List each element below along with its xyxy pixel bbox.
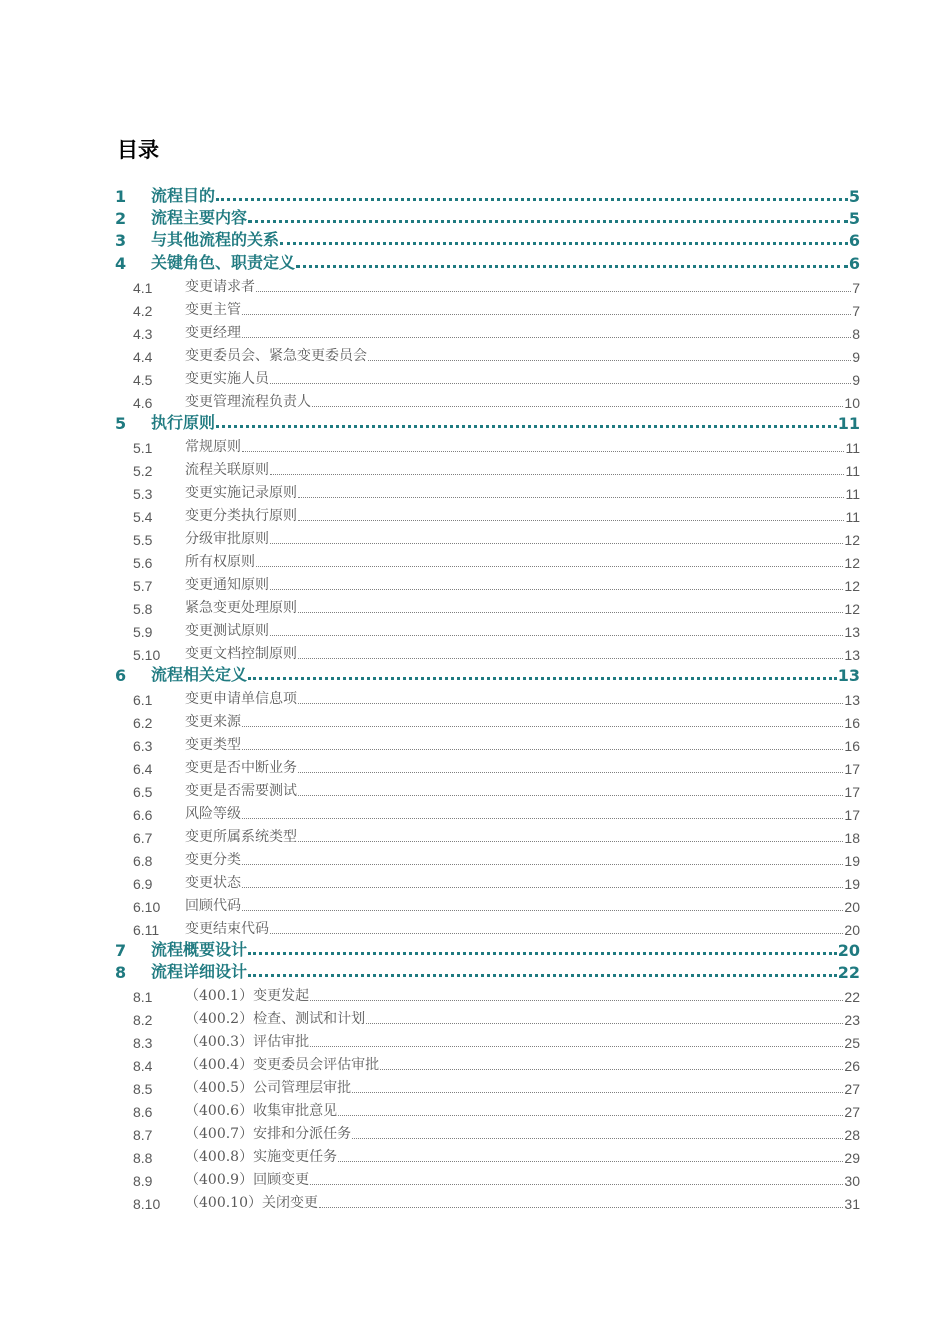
- toc-entry-level2[interactable]: [0, 1120, 950, 1143]
- toc-page-number: 28: [844, 1127, 860, 1144]
- toc-entry-level2[interactable]: [0, 685, 950, 708]
- toc-dot-leader: [352, 1092, 843, 1093]
- toc-entry-level2[interactable]: [0, 800, 950, 823]
- toc-entry-level2[interactable]: [0, 1143, 950, 1166]
- toc-page-number: 20: [844, 921, 860, 938]
- toc-page-number: 27: [844, 1081, 860, 1098]
- toc-entry-level2[interactable]: [0, 982, 950, 1005]
- toc-entry-number: 6.11: [133, 921, 160, 938]
- toc-entry-label: 变更通知原则: [185, 576, 269, 593]
- toc-dot-leader: [270, 383, 851, 384]
- toc-entry-number: 5.5: [133, 531, 153, 548]
- toc-dot-leader: [270, 635, 843, 636]
- toc-dot-leader: [242, 864, 843, 865]
- toc-page-number: 18: [844, 829, 860, 846]
- toc-entry-label: 执行原则: [151, 412, 216, 432]
- toc-page-number: 11: [837, 413, 860, 433]
- toc-entry-level2[interactable]: [0, 548, 950, 571]
- toc-entry-number: 5.9: [133, 623, 153, 640]
- toc-dot-leader: [296, 265, 848, 268]
- toc-entry-level2[interactable]: [0, 433, 950, 456]
- toc-dot-leader: [338, 1161, 843, 1162]
- toc-page-number: 11: [845, 485, 860, 502]
- toc-entry-number: 8.1: [133, 989, 153, 1006]
- toc-page-number: 13: [844, 646, 860, 663]
- toc-entry-number: 3: [115, 231, 127, 251]
- toc-entry-label: 变更实施记录原则: [185, 484, 297, 501]
- toc-entry-label: 变更实施人员: [185, 370, 269, 387]
- toc-entry-label: 流程目的: [151, 186, 216, 206]
- toc-entry-label: 流程详细设计: [151, 962, 248, 982]
- toc-dot-leader: [242, 451, 844, 452]
- toc-entry-number: 1: [115, 187, 127, 207]
- toc-list: [0, 184, 950, 1212]
- toc-entry-label: 与其他流程的关系: [151, 230, 280, 250]
- toc-page-number: 16: [844, 714, 860, 731]
- toc-dot-leader: [256, 291, 851, 292]
- toc-entry-label: 变更分类执行原则: [185, 507, 297, 524]
- toc-entry-level1[interactable]: [0, 184, 950, 206]
- toc-entry-level2[interactable]: [0, 273, 950, 296]
- toc-entry-label: 变更主管: [185, 301, 241, 318]
- toc-dot-leader: [280, 242, 848, 245]
- toc-dot-leader: [310, 1000, 843, 1001]
- toc-page-number: 13: [844, 623, 860, 640]
- toc-page-number: 20: [844, 898, 860, 915]
- toc-page-number: 17: [844, 806, 860, 823]
- toc-page-number: 12: [844, 600, 860, 617]
- toc-entry-label: 回顾代码: [185, 897, 241, 914]
- toc-dot-leader: [242, 337, 851, 338]
- toc-dot-leader: [248, 952, 837, 955]
- toc-page-number: 11: [845, 462, 860, 479]
- toc-entry-number: 7: [115, 940, 127, 960]
- toc-entry-label: （400.4）变更委员会评估审批: [185, 1057, 380, 1074]
- toc-entry-level2[interactable]: [0, 823, 950, 846]
- toc-entry-label: 变更状态: [185, 874, 241, 891]
- toc-entry-number: 5.6: [133, 554, 153, 571]
- toc-entry-label: 流程概要设计: [151, 939, 248, 959]
- toc-entry-number: 4.4: [133, 348, 153, 365]
- toc-entry-label: 变更请求者: [185, 278, 255, 295]
- toc-entry-level2[interactable]: [0, 869, 950, 892]
- toc-page-number: 13: [837, 665, 860, 685]
- toc-entry-label: 变更测试原则: [185, 622, 269, 639]
- toc-page-number: 5: [848, 187, 860, 207]
- toc-entry-number: 4.6: [133, 394, 153, 411]
- toc-entry-level2[interactable]: [0, 640, 950, 663]
- toc-page-number: 12: [844, 577, 860, 594]
- toc-dot-leader: [242, 910, 843, 911]
- toc-entry-label: 变更结束代码: [185, 920, 269, 937]
- toc-title: 目录: [117, 138, 159, 162]
- toc-dot-leader: [242, 726, 843, 727]
- toc-entry-label: 变更经理: [185, 324, 241, 341]
- toc-page-number: 10: [844, 394, 860, 411]
- toc-dot-leader: [298, 520, 844, 521]
- toc-entry-label: 变更是否需要测试: [185, 782, 297, 799]
- toc-dot-leader: [248, 220, 848, 223]
- toc-entry-number: 4: [115, 253, 127, 273]
- toc-page-number: 17: [844, 783, 860, 800]
- toc-entry-level2[interactable]: [0, 1028, 950, 1051]
- toc-entry-label: 所有权原则: [185, 553, 255, 570]
- toc-entry-number: 6.4: [133, 760, 153, 777]
- toc-entry-level1[interactable]: [0, 663, 950, 685]
- toc-entry-label: （400.2）检查、测试和计划: [185, 1011, 366, 1028]
- toc-entry-level1[interactable]: [0, 938, 950, 960]
- toc-entry-number: 8: [115, 963, 127, 983]
- toc-dot-leader: [248, 974, 837, 977]
- toc-entry-number: 8.4: [133, 1058, 153, 1075]
- toc-entry-number: 8.5: [133, 1081, 153, 1098]
- toc-dot-leader: [298, 841, 843, 842]
- toc-dot-leader: [310, 1184, 843, 1185]
- toc-entry-level2[interactable]: [0, 594, 950, 617]
- toc-page-number: 9: [852, 371, 860, 388]
- toc-dot-leader: [338, 1115, 843, 1116]
- toc-entry-level2[interactable]: [0, 915, 950, 938]
- toc-entry-level2[interactable]: [0, 754, 950, 777]
- toc-dot-leader: [216, 425, 837, 428]
- toc-entry-level2[interactable]: [0, 1005, 950, 1028]
- toc-entry-level2[interactable]: [0, 296, 950, 319]
- toc-entry-label: （400.5）公司管理层审批: [185, 1080, 352, 1097]
- toc-dot-leader: [216, 198, 848, 201]
- toc-entry-number: 6.1: [133, 691, 153, 708]
- toc-dot-leader: [366, 1023, 843, 1024]
- toc-entry-label: 变更委员会、紧急变更委员会: [185, 347, 367, 364]
- toc-entry-label: （400.10）关闭变更: [185, 1195, 318, 1212]
- toc-entry-level2[interactable]: [0, 892, 950, 915]
- toc-dot-leader: [298, 497, 844, 498]
- toc-dot-leader: [242, 314, 851, 315]
- toc-entry-number: 5.2: [133, 462, 153, 479]
- toc-entry-label: 流程关联原则: [185, 461, 269, 478]
- toc-entry-label: 流程主要内容: [151, 208, 248, 228]
- toc-page-number: 8: [852, 325, 860, 342]
- toc-entry-level2[interactable]: [0, 846, 950, 869]
- toc-page-number: 25: [844, 1035, 860, 1052]
- toc-entry-level2[interactable]: [0, 1074, 950, 1097]
- toc-entry-level2[interactable]: [0, 1051, 950, 1074]
- toc-page-number: 12: [844, 531, 860, 548]
- toc-dot-leader: [298, 658, 843, 659]
- toc-entry-level2[interactable]: [0, 731, 950, 754]
- toc-entry-label: （400.9）回顾变更: [185, 1172, 310, 1189]
- toc-dot-leader: [298, 612, 843, 613]
- toc-dot-leader: [270, 589, 843, 590]
- toc-entry-number: 8.10: [133, 1196, 161, 1213]
- toc-entry-label: 变更类型: [185, 736, 241, 753]
- toc-entry-label: （400.1）变更发起: [185, 988, 310, 1005]
- toc-entry-level1[interactable]: [0, 206, 950, 228]
- toc-entry-level2[interactable]: [0, 388, 950, 411]
- toc-entry-number: 6.5: [133, 783, 153, 800]
- toc-page-number: 20: [837, 940, 860, 960]
- toc-page-number: 22: [837, 963, 860, 983]
- toc-entry-number: 6.6: [133, 806, 153, 823]
- toc-dot-leader: [248, 677, 837, 680]
- toc-entry-number: 8.8: [133, 1150, 153, 1167]
- toc-entry-label: 变更管理流程负责人: [185, 393, 311, 410]
- toc-entry-label: （400.8）实施变更任务: [185, 1149, 338, 1166]
- toc-entry-label: 流程相关定义: [151, 664, 248, 684]
- toc-page-number: 19: [844, 852, 860, 869]
- toc-dot-leader: [312, 406, 843, 407]
- toc-dot-leader: [368, 360, 851, 361]
- toc-entry-label: 关键角色、职责定义: [151, 252, 296, 272]
- toc-page-number: 17: [844, 760, 860, 777]
- toc-page-number: 6: [848, 253, 860, 273]
- toc-page-number: 6: [848, 231, 860, 251]
- toc-page-number: 30: [844, 1173, 860, 1190]
- toc-entry-label: 变更来源: [185, 713, 241, 730]
- toc-entry-number: 4.5: [133, 371, 153, 388]
- toc-entry-number: 4.3: [133, 325, 153, 342]
- toc-entry-label: 变更申请单信息项: [185, 690, 297, 707]
- toc-entry-level2[interactable]: [0, 571, 950, 594]
- toc-dot-leader: [242, 749, 843, 750]
- toc-entry-level1[interactable]: [0, 960, 950, 982]
- toc-entry-number: 8.7: [133, 1127, 153, 1144]
- toc-entry-number: 6: [115, 665, 127, 685]
- toc-entry-label: 变更文档控制原则: [185, 645, 297, 662]
- toc-entry-number: 5.10: [133, 646, 161, 663]
- toc-entry-label: （400.7）安排和分派任务: [185, 1126, 352, 1143]
- toc-dot-leader: [270, 543, 843, 544]
- toc-entry-level2[interactable]: [0, 502, 950, 525]
- toc-entry-number: 5.3: [133, 485, 153, 502]
- toc-entry-label: （400.3）评估审批: [185, 1034, 310, 1051]
- toc-entry-number: 6.8: [133, 852, 153, 869]
- toc-entry-number: 8.6: [133, 1104, 153, 1121]
- toc-dot-leader: [270, 933, 843, 934]
- toc-entry-number: 4.2: [133, 302, 153, 319]
- toc-dot-leader: [352, 1138, 843, 1139]
- toc-page-number: 11: [845, 439, 860, 456]
- toc-entry-number: 6.3: [133, 737, 153, 754]
- toc-entry-label: （400.6）收集审批意见: [185, 1103, 338, 1120]
- toc-entry-number: 5: [115, 413, 127, 433]
- toc-entry-number: 8.3: [133, 1035, 153, 1052]
- toc-entry-number: 6.9: [133, 875, 153, 892]
- toc-entry-label: 变更所属系统类型: [185, 828, 297, 845]
- toc-page-number: 16: [844, 737, 860, 754]
- toc-entry-number: 6.2: [133, 714, 153, 731]
- toc-page-number: 12: [844, 554, 860, 571]
- toc-page-number: 7: [852, 302, 860, 319]
- toc-page-number: 23: [844, 1012, 860, 1029]
- toc-entry-level2[interactable]: [0, 708, 950, 731]
- toc-page-number: 29: [844, 1150, 860, 1167]
- toc-entry-number: 5.8: [133, 600, 153, 617]
- toc-entry-level2[interactable]: [0, 342, 950, 365]
- toc-dot-leader: [310, 1046, 843, 1047]
- toc-entry-label: 变更分类: [185, 851, 241, 868]
- toc-entry-number: 4.1: [133, 279, 153, 296]
- toc-dot-leader: [298, 795, 843, 796]
- toc-entry-level1[interactable]: [0, 228, 950, 250]
- toc-dot-leader: [242, 818, 843, 819]
- toc-entry-label: 变更是否中断业务: [185, 759, 297, 776]
- toc-page-number: 31: [844, 1196, 860, 1213]
- toc-page-number: 22: [844, 989, 860, 1006]
- toc-entry-level2[interactable]: [0, 1166, 950, 1189]
- toc-page-number: 5: [848, 209, 860, 229]
- toc-entry-number: 2: [115, 209, 127, 229]
- toc-entry-number: 8.9: [133, 1173, 153, 1190]
- toc-entry-number: 8.2: [133, 1012, 153, 1029]
- toc-entry-level2[interactable]: [0, 525, 950, 548]
- toc-entry-level2[interactable]: [0, 319, 950, 342]
- toc-entry-level2[interactable]: [0, 1189, 950, 1212]
- toc-page-number: 19: [844, 875, 860, 892]
- toc-dot-leader: [256, 566, 843, 567]
- toc-entry-level1[interactable]: [0, 411, 950, 433]
- toc-page-number: 26: [844, 1058, 860, 1075]
- toc-page-number: 7: [852, 279, 860, 296]
- toc-page-number: 13: [844, 691, 860, 708]
- toc-entry-level2[interactable]: [0, 777, 950, 800]
- toc-entry-number: 5.4: [133, 508, 153, 525]
- toc-dot-leader: [319, 1207, 843, 1208]
- toc-entry-label: 紧急变更处理原则: [185, 599, 297, 616]
- toc-dot-leader: [242, 887, 843, 888]
- toc-page-number: 27: [844, 1104, 860, 1121]
- toc-entry-number: 6.7: [133, 829, 153, 846]
- toc-page-number: 9: [852, 348, 860, 365]
- toc-page-number: 11: [845, 508, 860, 525]
- toc-entry-label: 风险等级: [185, 805, 241, 822]
- toc-dot-leader: [380, 1069, 843, 1070]
- toc-entry-level1[interactable]: [0, 250, 950, 272]
- toc-entry-number: 5.1: [133, 439, 153, 456]
- toc-entry-level2[interactable]: [0, 479, 950, 502]
- toc-entry-label: 分级审批原则: [185, 530, 269, 547]
- toc-dot-leader: [298, 772, 843, 773]
- toc-entry-number: 6.10: [133, 898, 161, 915]
- toc-entry-level2[interactable]: [0, 365, 950, 388]
- toc-entry-level2[interactable]: [0, 617, 950, 640]
- toc-entry-number: 5.7: [133, 577, 153, 594]
- toc-dot-leader: [270, 474, 844, 475]
- toc-entry-level2[interactable]: [0, 1097, 950, 1120]
- toc-entry-level2[interactable]: [0, 456, 950, 479]
- toc-entry-label: 常规原则: [185, 438, 241, 455]
- toc-dot-leader: [298, 703, 843, 704]
